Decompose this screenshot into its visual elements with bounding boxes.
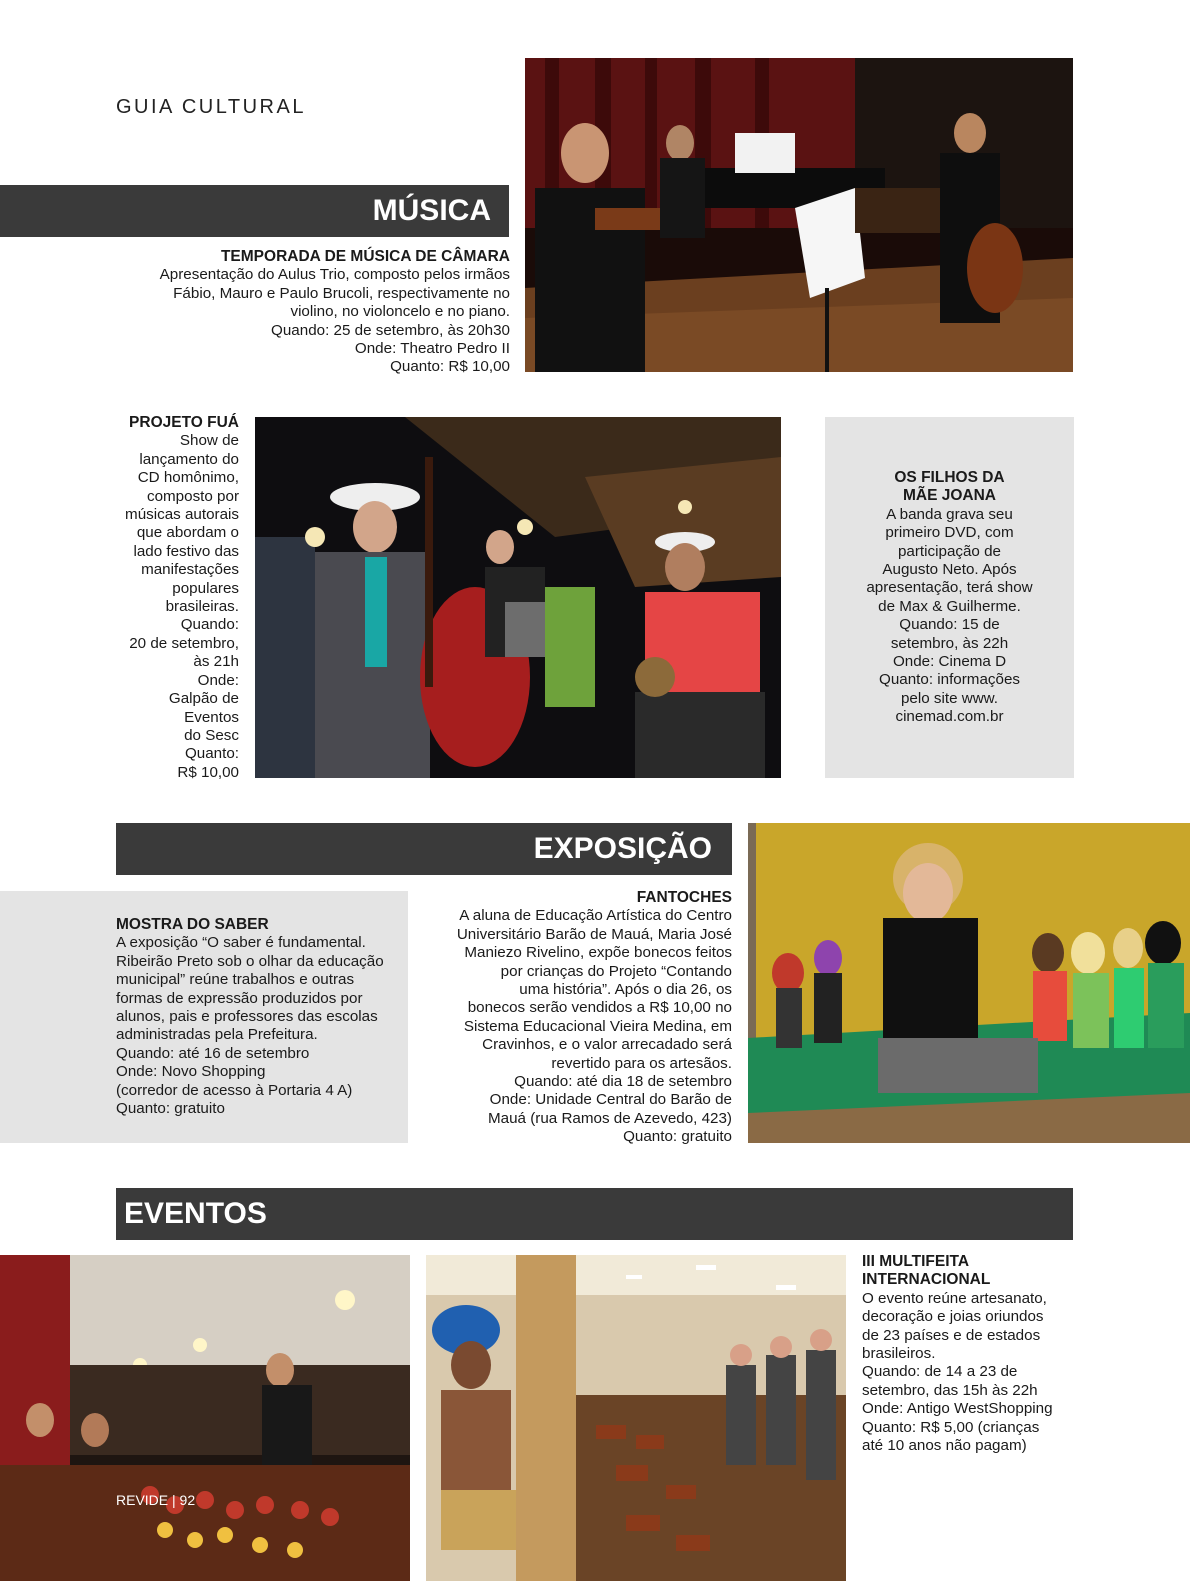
info-line: pelo site www.: [900, 689, 999, 707]
info-line: setembro, às 22h: [890, 634, 1009, 652]
photo-multifeita: [426, 1255, 846, 1581]
event-mostra: [116, 916, 406, 1118]
event-title: INTERNACIONAL: [862, 1271, 991, 1289]
event-title: MÃE JOANA: [902, 487, 996, 505]
text-line: Fábio, Mauro e Paulo Brucoli, respectivamente no: [173, 284, 510, 302]
event-title: TEMPORADA DE MÚSICA DE CÂMARA: [220, 248, 510, 265]
info-line: Onde:: [197, 671, 239, 689]
text-line: participação de: [897, 542, 1001, 560]
info-line: Galpão de: [168, 690, 239, 708]
text-line: Sistema Educacional Vieira Medina, em: [463, 1017, 732, 1035]
text-line: brasileiros.: [862, 1345, 936, 1363]
event-fua: [90, 414, 239, 782]
info-line: (corredor de acesso à Portaria 4 A): [116, 1081, 353, 1099]
text-line: manifestações: [141, 561, 239, 579]
info-line: Quando:: [180, 616, 239, 634]
event-title: OS FILHOS DA: [894, 469, 1005, 486]
event-title: MOSTRA DO SABER: [116, 916, 269, 933]
text-line: Universitário Barão de Mauá, Maria José: [456, 925, 732, 943]
text-line: lançamento do: [139, 450, 239, 468]
event-title: FANTOCHES: [636, 889, 732, 906]
info-line: Onde: Novo Shopping: [116, 1063, 266, 1081]
info-line: Quando: até 16 de setembro: [116, 1044, 310, 1062]
text-line: formas de expressão produzidos por: [116, 989, 363, 1007]
event-price: Quanto: R$ 10,00: [390, 358, 510, 376]
info-line: Quando: de 14 a 23 de: [862, 1363, 1018, 1381]
text-line: municipal” reúne trabalhos e outras: [116, 971, 355, 989]
info-line: Quanto: R$ 5,00 (crianças: [862, 1418, 1040, 1436]
info-line: às 21h: [193, 653, 239, 671]
event-when: Quando: 25 de setembro, às 20h30: [271, 321, 510, 339]
text-line: CD homônimo,: [137, 469, 239, 487]
text-line: populares: [172, 579, 239, 597]
text-line: decoração e joias oriundos: [862, 1308, 1044, 1326]
info-line: R$ 10,00: [177, 763, 239, 781]
text-line: A aluna de Educação Artística do Centro: [459, 907, 732, 925]
event-fantoches: [422, 889, 732, 1147]
photo-feira-bonecas: [0, 1255, 410, 1581]
info-line: Quanto: informações: [879, 671, 1020, 689]
info-line: Quando: 15 de: [899, 616, 1000, 634]
text-line: por crianças do Projeto “Contando: [500, 962, 732, 980]
section-title-musica: MÚSICA: [372, 194, 491, 227]
text-line: administradas pela Prefeitura.: [116, 1026, 318, 1044]
text-line: brasileiras.: [165, 598, 239, 616]
event-where: Onde: Theatro Pedro II: [354, 340, 510, 358]
text-line: alunos, pais e professores das escolas: [116, 1008, 378, 1026]
text-line: Augusto Neto. Após: [882, 561, 1017, 579]
text-line: primeiro DVD, com: [885, 524, 1014, 542]
info-line: Quanto: gratuito: [116, 1100, 225, 1118]
info-line: do Sesc: [184, 726, 239, 744]
text-line: de Max & Guilherme.: [878, 597, 1021, 615]
info-line: cinemad.com.br: [895, 708, 1004, 726]
event-title: III MULTIFEITA: [862, 1253, 970, 1270]
text-line: que abordam o: [136, 524, 239, 542]
text-line: músicas autorais: [125, 506, 239, 524]
photo-fantoches: [748, 823, 1190, 1143]
info-line: Quanto:: [184, 745, 239, 763]
text-line: de 23 países e de estados: [862, 1326, 1041, 1344]
text-line: violino, no violoncelo e no piano.: [290, 303, 510, 321]
section-bar-musica: [0, 185, 509, 237]
info-line: Quando: até dia 18 de setembro: [514, 1073, 732, 1091]
text-line: lado festivo das: [133, 542, 239, 560]
event-camara: [110, 248, 510, 377]
text-line: Apresentação do Aulus Trio, composto pelos irmãos: [159, 266, 510, 284]
text-line: O evento reúne artesanato,: [862, 1289, 1047, 1307]
section-header: GUIA CULTURAL: [116, 96, 306, 118]
photo-projeto-fua: [255, 417, 781, 778]
info-line: Onde: Unidade Central do Barão de: [489, 1091, 732, 1109]
text-line: bonecos serão vendidos a R$ 10,00 no: [467, 999, 732, 1017]
info-line: até 10 anos não pagam): [862, 1437, 1027, 1455]
section-bar-exposicao: [116, 823, 732, 875]
info-line: Mauá (rua Ramos de Azevedo, 423): [488, 1109, 732, 1127]
info-line: Onde: Cinema D: [892, 653, 1007, 671]
section-title-exposicao: EXPOSIÇÃO: [533, 832, 712, 865]
text-line: revertido para os artesãos.: [551, 1054, 732, 1072]
info-line: 20 de setembro,: [129, 634, 239, 652]
info-line: Onde: Antigo WestShopping: [862, 1400, 1053, 1418]
event-multifeita: [862, 1253, 1092, 1455]
text-line: Maniezo Rivelino, expõe bonecos feitos: [464, 944, 732, 962]
text-line: Cravinhos, e o valor arrecadado será: [482, 1036, 732, 1054]
text-line: A exposição “O saber é fundamental.: [116, 934, 366, 952]
text-line: uma história”. Após o dia 26, os: [519, 981, 732, 999]
photo-aulus-trio: [525, 58, 1073, 372]
info-line: Quanto: gratuito: [623, 1128, 732, 1146]
text-line: A banda grava seu: [886, 505, 1013, 523]
section-title-eventos: EVENTOS: [124, 1197, 267, 1230]
info-line: setembro, das 15h às 22h: [862, 1381, 1038, 1399]
text-line: apresentação, terá show: [866, 579, 1033, 597]
text-line: Show de: [179, 432, 239, 450]
page-footer: REVIDE | 92: [116, 1492, 196, 1508]
text-line: composto por: [146, 487, 239, 505]
info-line: Eventos: [184, 708, 239, 726]
event-title: PROJETO FUÁ: [129, 414, 239, 431]
section-bar-eventos: [116, 1188, 1073, 1240]
text-line: Ribeirão Preto sob o olhar da educação: [116, 952, 384, 970]
event-joana: [825, 469, 1074, 727]
